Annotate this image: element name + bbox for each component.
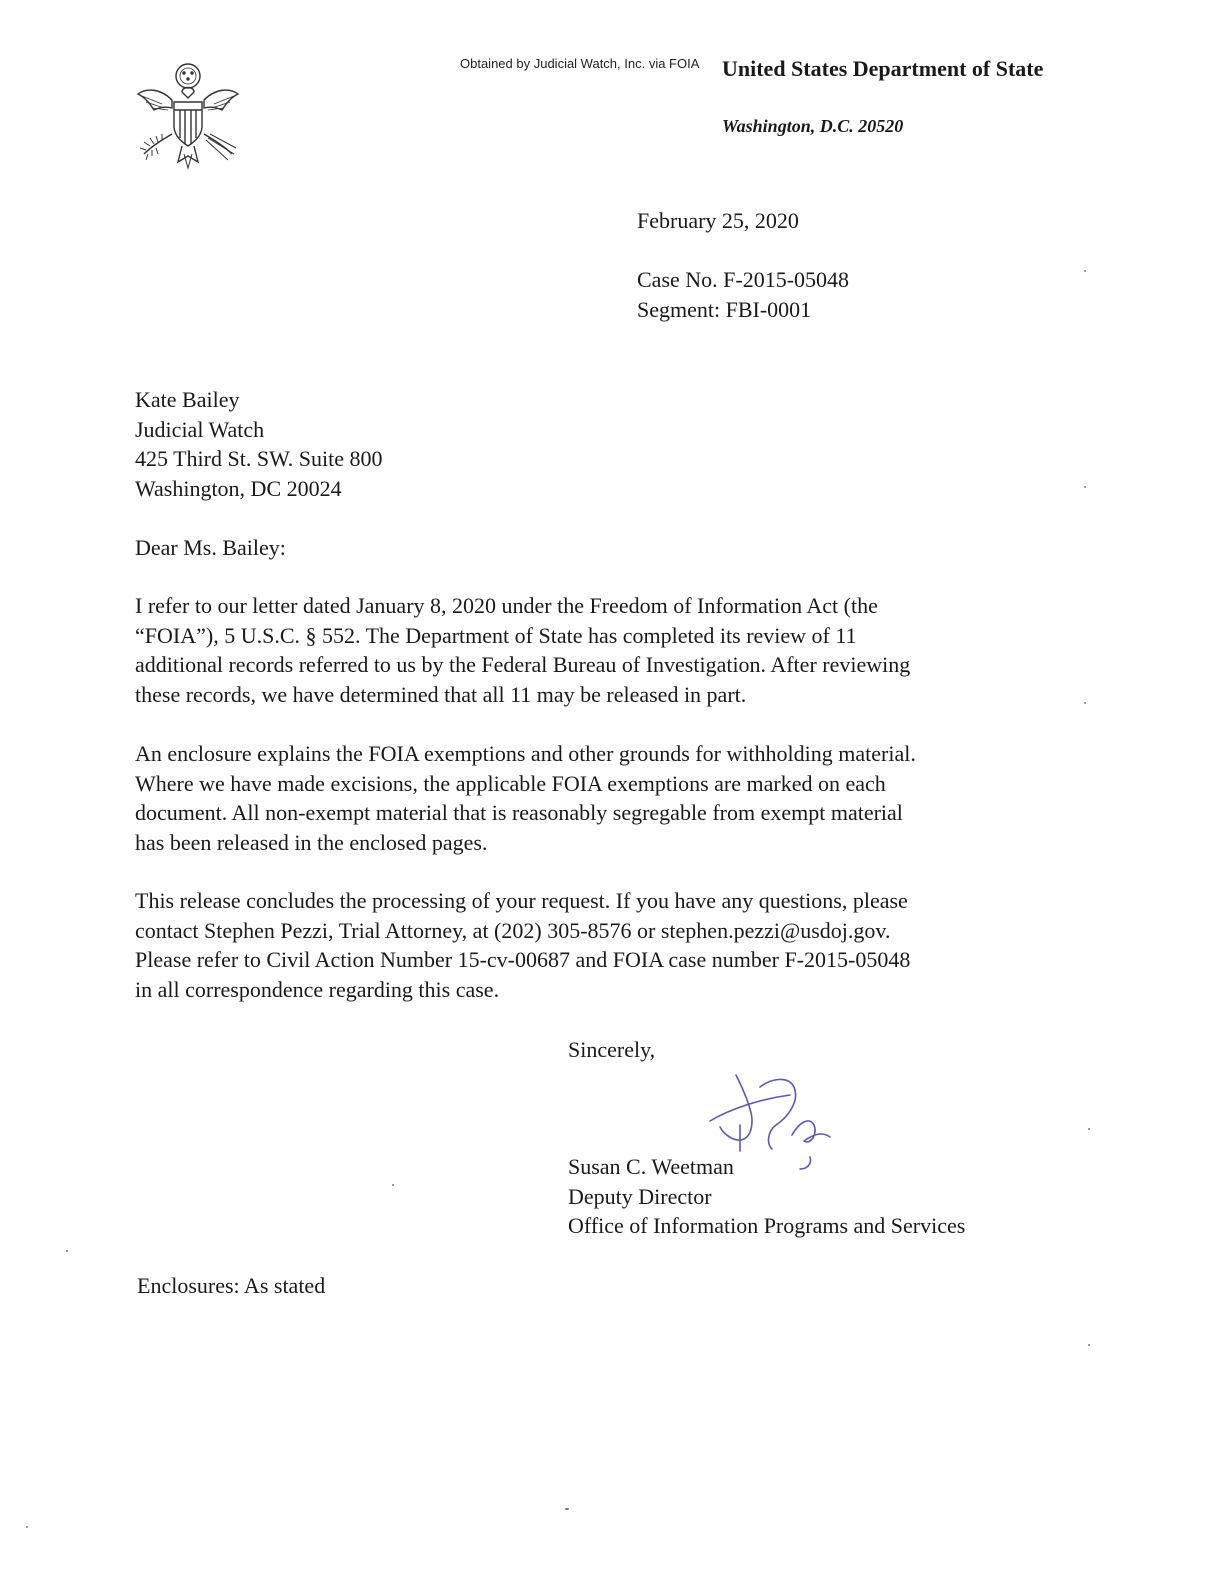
recipient-name: Kate Bailey xyxy=(135,387,240,412)
paragraph-line: additional records referred to us by the Federal Bureau of Investigation. After reviewing xyxy=(135,652,911,677)
foia-watermark: Obtained by Judicial Watch, Inc. via FOIA xyxy=(460,56,700,71)
paragraph-line: This release concludes the processing of your request. If you have any questions, please xyxy=(135,888,908,913)
scan-speck xyxy=(1084,270,1086,272)
signer-title: Deputy Director xyxy=(568,1183,712,1209)
paragraph-line: in all correspondence regarding this case. xyxy=(135,976,500,1002)
scan-speck xyxy=(26,1526,28,1528)
scan-speck xyxy=(565,1508,569,1510)
signer-name: Susan C. Weetman xyxy=(568,1154,734,1179)
paragraph-line: Please refer to Civil Action Number 15-cv-00687 and FOIA case number F-2015-05048 xyxy=(135,947,911,972)
scan-speck xyxy=(1084,486,1086,488)
scan-speck xyxy=(1088,1344,1090,1346)
closing: Sincerely, xyxy=(568,1037,656,1062)
paragraph-line: document. All non-exempt material that is reasonably segregable from exempt material xyxy=(135,800,903,825)
recipient-city: Washington, DC 20024 xyxy=(135,475,342,501)
letter-date: February 25, 2020 xyxy=(637,208,799,233)
signature-block xyxy=(568,1152,965,1241)
scan-speck xyxy=(1088,1128,1090,1130)
recipient-organization: Judicial Watch xyxy=(135,416,265,442)
department-city: Washington, D.C. 20520 xyxy=(722,116,904,136)
scan-speck xyxy=(392,1184,394,1186)
signer-office: Office of Information Programs and Services xyxy=(568,1213,966,1238)
segment: Segment: FBI-0001 xyxy=(637,296,812,322)
scan-speck xyxy=(1084,702,1086,704)
recipient-address xyxy=(135,385,383,503)
paragraph-line: An enclosure explains the FOIA exemptions and other grounds for withholding material. xyxy=(135,741,916,766)
paragraph-line: these records, we have determined that all 11 may be released in part. xyxy=(135,681,747,707)
scan-speck xyxy=(66,1250,68,1252)
department-of-state-seal-icon xyxy=(132,58,244,172)
paragraph-line: Where we have made excisions, the applicable FOIA exemptions are marked on each xyxy=(135,770,886,796)
paragraph-line: I refer to our letter dated January 8, 2020 under the Freedom of Information Act (the xyxy=(135,593,878,618)
paragraph-line: has been released in the enclosed pages. xyxy=(135,829,488,855)
recipient-street: 425 Third St. SW. Suite 800 xyxy=(135,446,383,471)
paragraph-line: contact Stephen Pezzi, Trial Attorney, at (202) 305-8576 or stephen.pezzi@usdoj.gov. xyxy=(135,917,891,943)
case-info xyxy=(637,265,849,324)
salutation: Dear Ms. Bailey: xyxy=(135,535,286,560)
enclosures-note: Enclosures: As stated xyxy=(137,1273,326,1298)
paragraph-2 xyxy=(135,739,916,857)
department-title: United States Department of State xyxy=(722,56,1044,81)
paragraph-3 xyxy=(135,886,910,1004)
paragraph-1 xyxy=(135,591,910,709)
paragraph-line: “FOIA”), 5 U.S.C. § 552. The Department of State has completed its review of 11 xyxy=(135,622,857,648)
case-number: Case No. F-2015-05048 xyxy=(637,267,850,292)
